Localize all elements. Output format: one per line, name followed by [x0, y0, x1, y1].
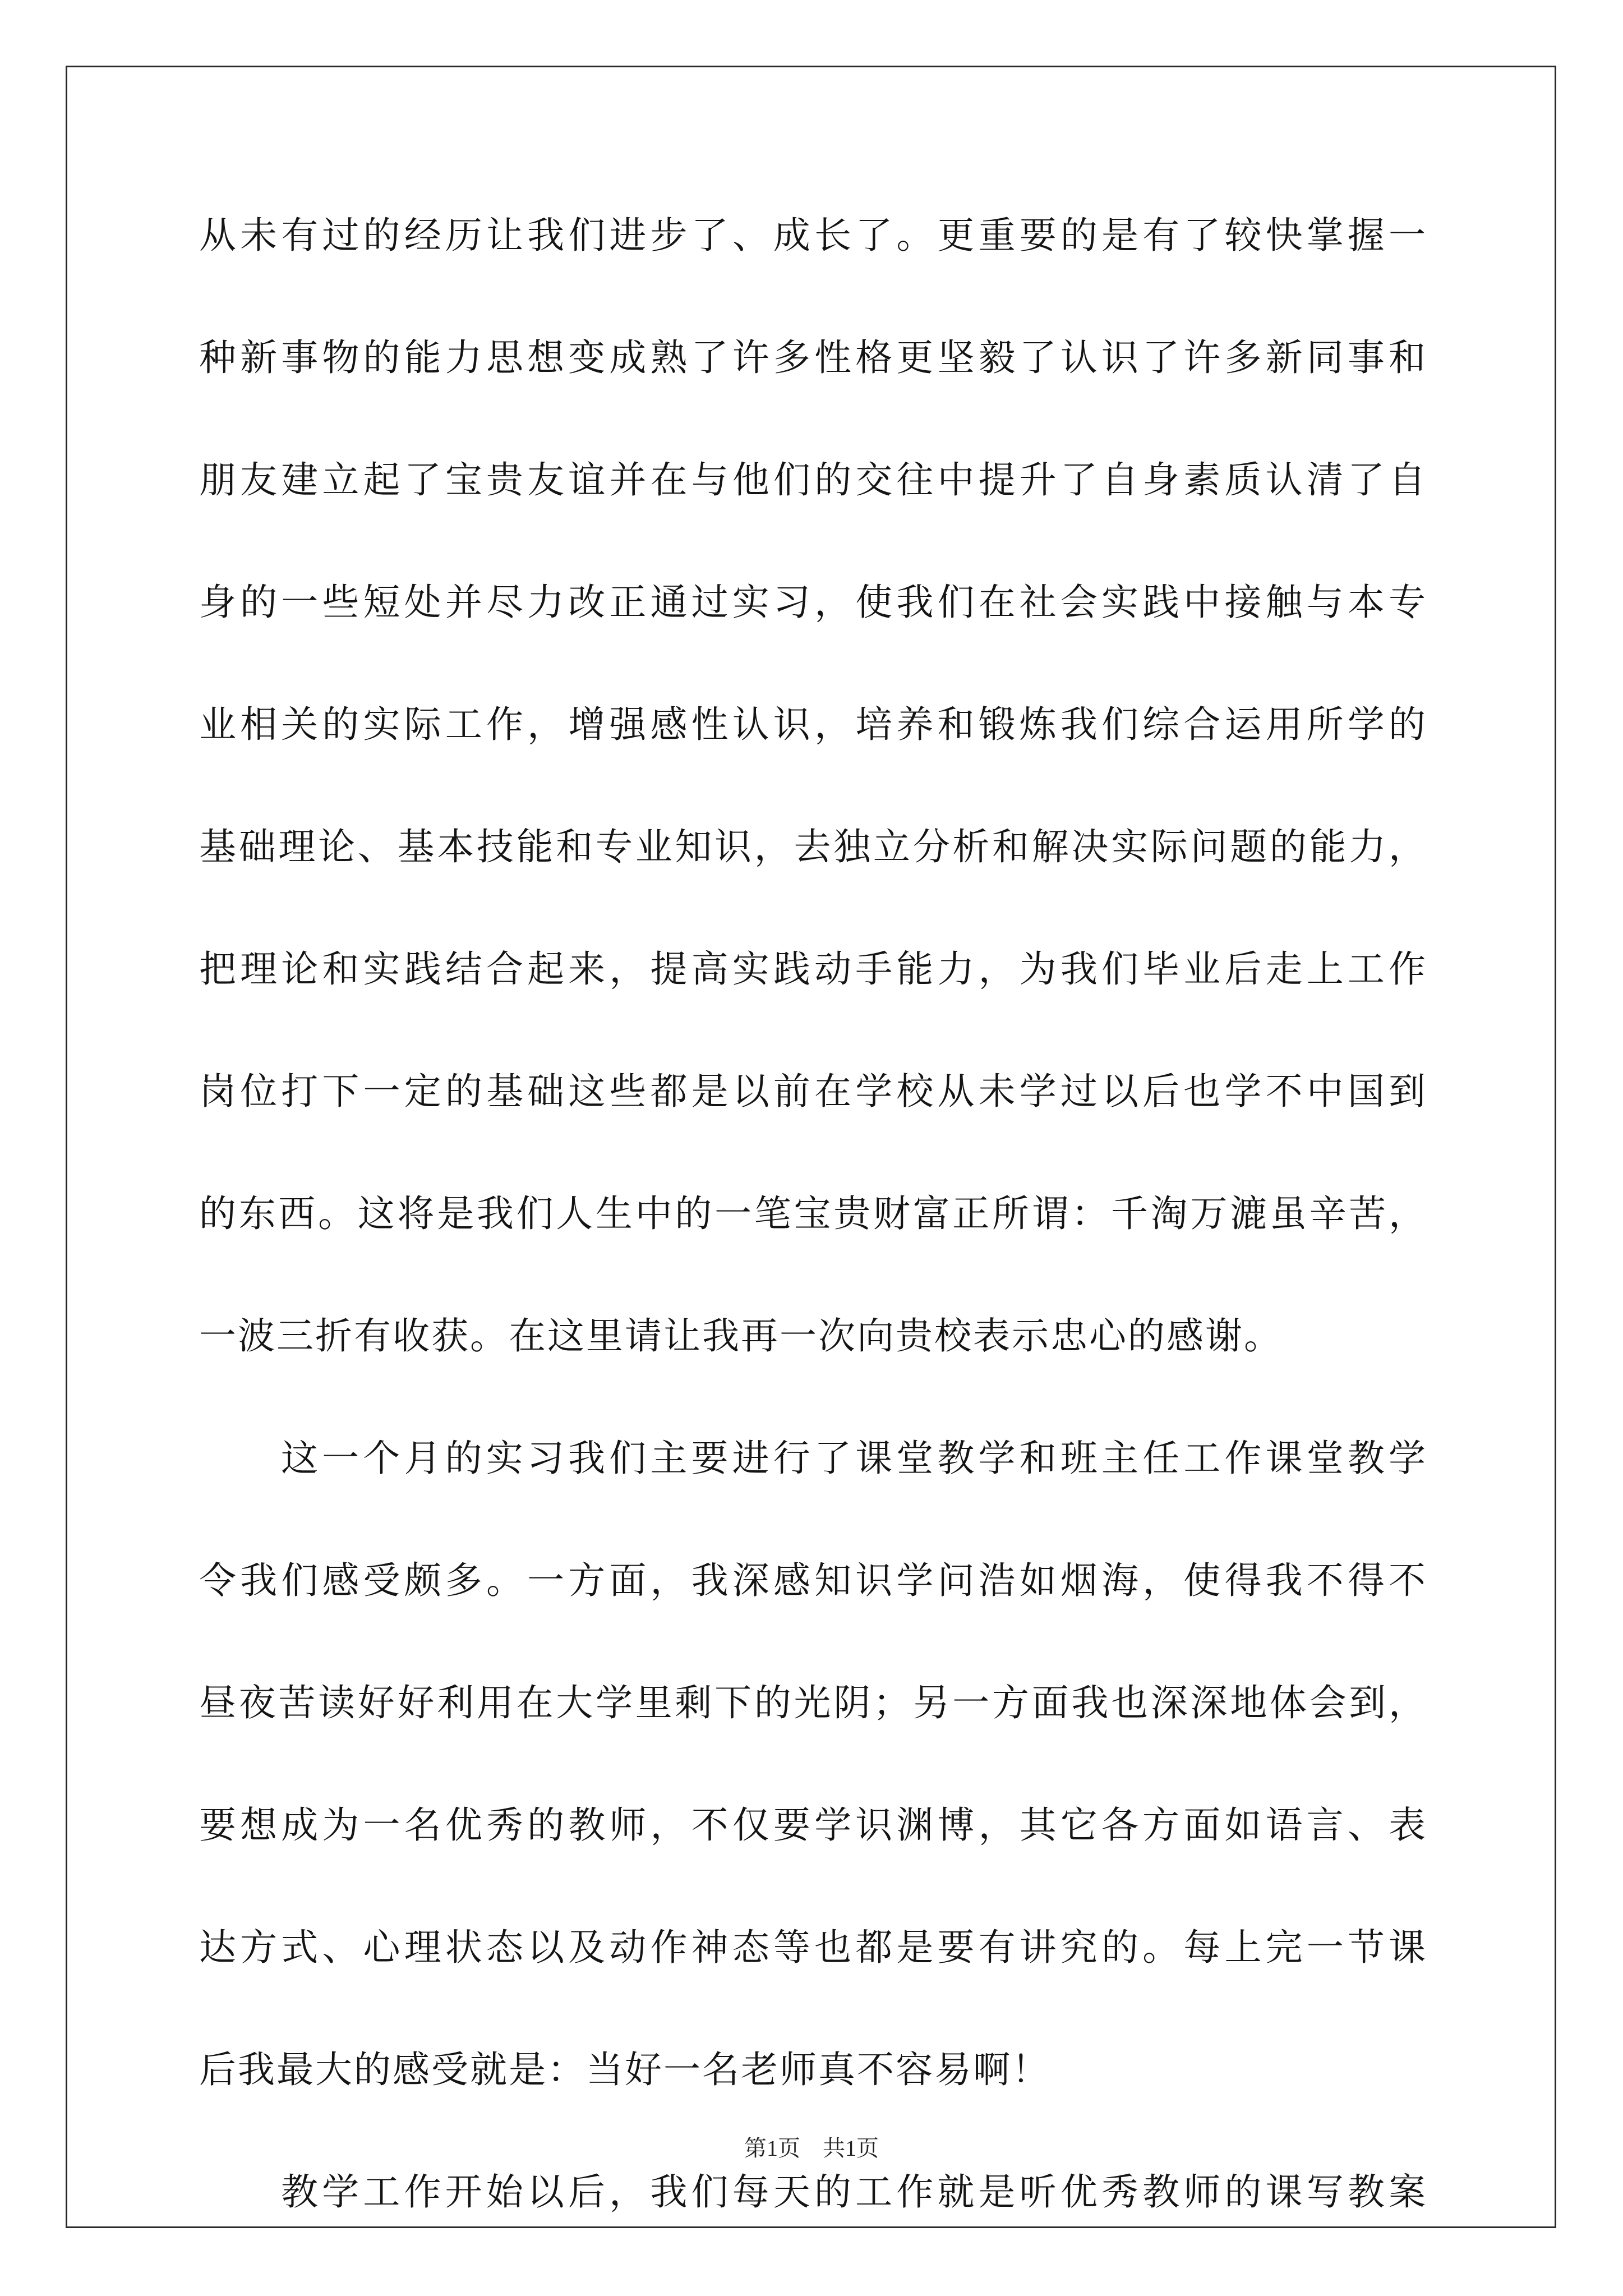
text-line: 基础理论、基本技能和专业知识，去独立分析和解决实际问题的能力， [199, 825, 1427, 868]
text-line: 一波三折有收获。在这里请让我再一次向贵校表示忠心的感谢。 [199, 1314, 1283, 1358]
text-line: 昼夜苦读好好利用在大学里剩下的光阴；另一方面我也深深地体会到， [199, 1681, 1427, 1724]
text-line: 岗位打下一定的基础这些都是以前在学校从未学过以后也学不中国到 [199, 1070, 1427, 1113]
text-line: 朋友建立起了宝贵友谊并在与他们的交往中提升了自身素质认清了自 [199, 458, 1427, 501]
text-line: 的东西。这将是我们人生中的一笔宝贵财富正所谓：千淘万漉虽辛苦， [199, 1192, 1427, 1235]
page-total: 共1页 [823, 2136, 879, 2161]
text-line: 后我最大的感受就是：当好一名老师真不容易啊！ [199, 2048, 1050, 2091]
text-line: 从未有过的经历让我们进步了、成长了。更重要的是有了较快掌握一 [199, 214, 1427, 257]
text-line: 令我们感受颇多。一方面，我深感知识学问浩如烟海，使得我不得不 [199, 1559, 1427, 1602]
page-border [66, 66, 1556, 2228]
text-line: 达方式、心理状态以及动作神态等也都是要有讲究的。每上完一节课 [199, 1926, 1427, 1969]
page-footer [0, 2132, 1623, 2165]
paragraph-first-line: 这一个月的实习我们主要进行了课堂教学和班主任工作课堂教学 [281, 1437, 1427, 1480]
page-number: 第1页 [744, 2136, 800, 2161]
text-line: 把理论和实践结合起来，提高实践动手能力，为我们毕业后走上工作 [199, 947, 1427, 991]
text-line: 业相关的实际工作，增强感性认识，培养和锻炼我们综合运用所学的 [199, 703, 1427, 746]
text-line: 要想成为一名优秀的教师，不仅要学识渊博，其它各方面如语言、表 [199, 1803, 1427, 1847]
paragraph-first-line: 教学工作开始以后，我们每天的工作就是听优秀教师的课写教案 [281, 2170, 1427, 2214]
text-line: 种新事物的能力思想变成熟了许多性格更坚毅了认识了许多新同事和 [199, 336, 1427, 379]
text-line: 身的一些短处并尽力改正通过实习，使我们在社会实践中接触与本专 [199, 581, 1427, 624]
